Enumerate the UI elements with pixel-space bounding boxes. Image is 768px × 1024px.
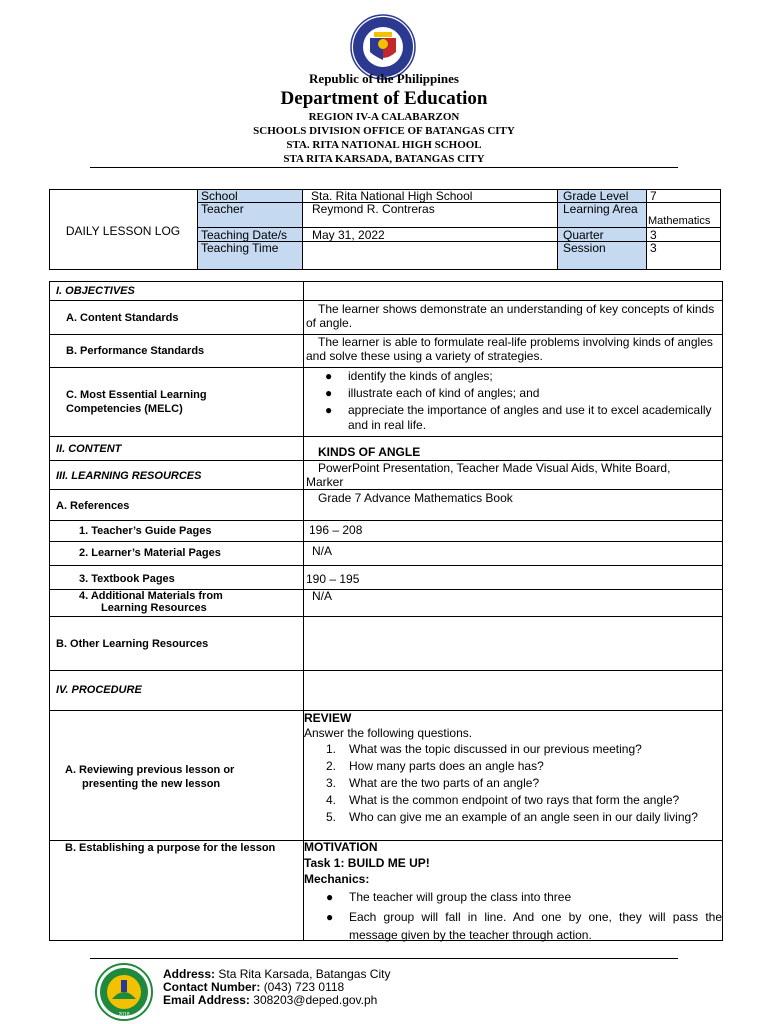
email-value: 308203@deped.gov.ph xyxy=(253,993,378,1007)
other-resources-label: B. Other Learning Resources xyxy=(56,638,209,650)
mechanics-item: ● Each group will fall in line. And one by one, they will pass the message given by the teacher through action. xyxy=(326,910,722,942)
school-logo xyxy=(92,963,156,1021)
reviewing-label xyxy=(62,762,237,792)
teachers-guide-label: 1. Teacher’s Guide Pages xyxy=(79,525,212,537)
review-question: 4. What is the common endpoint of two rays that form the angle? xyxy=(326,793,680,807)
motivation-block xyxy=(303,840,723,946)
review-title: REVIEW xyxy=(304,711,352,725)
school-line: STA. RITA NATIONAL HIGH SCHOOL xyxy=(286,139,482,151)
textbook-pages-text: 190 – 195 xyxy=(306,572,360,586)
learning-resources-text: PowerPoint Presentation, Teacher Made Visual Aids, White Board, Marker xyxy=(306,461,671,489)
teacher-label: Teacher xyxy=(201,202,244,216)
melc-label-line-2: Competencies (MELC) xyxy=(66,403,183,415)
content-standards-text: The learner shows demonstrate an understanding of key concepts of kinds of angle. xyxy=(306,302,715,330)
quarter-value: 3 xyxy=(650,228,657,242)
melc-list xyxy=(303,368,723,435)
additional-materials-label xyxy=(76,589,226,615)
division-line: SCHOOLS DIVISION OFFICE OF BATANGAS CITY xyxy=(253,125,515,137)
performance-standards-label: B. Performance Standards xyxy=(66,345,205,357)
content-text: KINDS OF ANGLE xyxy=(318,445,421,459)
contact-value: (043) 723 0118 xyxy=(263,980,345,994)
textbook-pages-label: 3. Textbook Pages xyxy=(79,573,175,585)
content-heading: II. CONTENT xyxy=(56,443,122,455)
melc-item: ● identify the kinds of angles; xyxy=(325,369,493,383)
motivation-title: MOTIVATION xyxy=(304,840,378,854)
content-standards-label: A. Content Standards xyxy=(66,312,179,324)
teaching-dates-value: May 31, 2022 xyxy=(312,228,385,242)
school-logo-year: 2018 xyxy=(118,1012,130,1018)
reviewing-label-line-2: presenting the new lesson xyxy=(82,778,221,790)
learning-area-value: Mathematics xyxy=(648,215,711,227)
mechanics-title: Mechanics: xyxy=(304,872,370,886)
melc-label xyxy=(63,387,210,417)
daily-lesson-log-title: DAILY LESSON LOG xyxy=(65,224,181,238)
learning-resources-heading: III. LEARNING RESOURCES xyxy=(56,470,202,482)
review-intro: Answer the following questions. xyxy=(304,726,473,740)
teacher-value: Reymond R. Contreras xyxy=(312,202,435,216)
references-text: Grade 7 Advance Mathematics Book xyxy=(318,491,513,505)
melc-label-line-1: C. Most Essential Learning xyxy=(66,389,207,401)
review-question: 2. How many parts does an angle has? xyxy=(326,759,544,773)
address-value: Sta Rita Karsada, Batangas City xyxy=(218,967,391,981)
learning-area-label: Learning Area xyxy=(563,202,638,216)
quarter-label: Quarter xyxy=(563,228,604,242)
objectives-heading: I. OBJECTIVES xyxy=(56,285,135,297)
footer-divider xyxy=(90,958,678,959)
teaching-dates-label: Teaching Date/s xyxy=(201,228,288,242)
learners-material-text: N/A xyxy=(312,544,333,558)
grade-level-label: Grade Level xyxy=(563,189,629,203)
additional-materials-line-1: 4. Additional Materials from xyxy=(79,590,223,602)
session-value: 3 xyxy=(650,241,657,255)
header-divider xyxy=(90,167,678,168)
purpose-label: B. Establishing a purpose for the lesson xyxy=(65,842,276,854)
melc-item: ● appreciate the importance of angles and use it to excel academically and in real life. xyxy=(325,403,712,432)
region-line: REGION IV-A CALABARZON xyxy=(308,111,460,123)
mechanics-item: ● The teacher will group the class into three xyxy=(326,890,572,904)
review-block xyxy=(303,711,723,826)
address-line: STA RITA KARSADA, BATANGAS CITY xyxy=(283,153,485,165)
teaching-time-label: Teaching Time xyxy=(201,241,279,255)
additional-materials-text: N/A xyxy=(312,589,333,603)
teachers-guide-text: 196 – 208 xyxy=(309,523,363,537)
email-label: Email Address: xyxy=(163,993,250,1007)
task-title: Task 1: BUILD ME UP! xyxy=(304,856,430,870)
procedure-heading: IV. PROCEDURE xyxy=(56,684,142,696)
review-question: 5. Who can give me an example of an angle seen in our daily living? xyxy=(326,810,698,824)
session-label: Session xyxy=(563,241,606,255)
additional-materials-line-2: Learning Resources xyxy=(101,602,207,614)
performance-standards-text: The learner is able to formulate real-life problems involving kinds of angles and solve these using a variety of strategies. xyxy=(306,335,713,363)
contact-label: Contact Number: xyxy=(163,980,261,994)
school-value: Sta. Rita National High School xyxy=(311,189,473,203)
melc-item: ● illustrate each of kind of angles; and xyxy=(325,386,540,400)
review-question: 3. What are the two parts of an angle? xyxy=(326,776,540,790)
reviewing-label-line-1: A. Reviewing previous lesson or xyxy=(65,764,235,776)
department-title: Department of Education xyxy=(280,88,488,109)
learners-material-label: 2. Learner’s Material Pages xyxy=(79,547,221,559)
address-label: Address: xyxy=(163,967,216,981)
footer-contact xyxy=(163,968,390,1007)
teaching-time-value xyxy=(309,240,315,242)
grade-level-value: 7 xyxy=(650,189,657,203)
references-label: A. References xyxy=(56,500,130,512)
review-question: 1. What was the topic discussed in our previous meeting? xyxy=(326,742,642,756)
republic-line: Republic of the Philippines xyxy=(309,71,459,86)
school-label: School xyxy=(201,189,238,203)
